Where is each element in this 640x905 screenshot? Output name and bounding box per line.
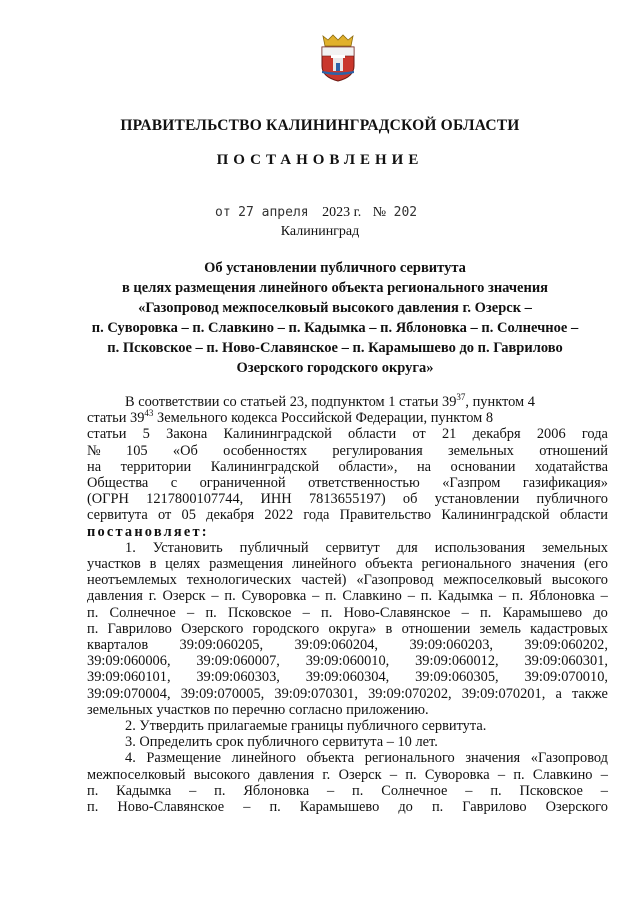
- word: г.: [148, 588, 157, 605]
- word: статьи: [87, 426, 127, 443]
- word: технологических: [186, 572, 292, 589]
- word: сервитута: [87, 507, 148, 524]
- word: с: [170, 475, 178, 492]
- word: 39:09:060202,: [524, 637, 608, 654]
- word: 39:09:060203,: [409, 637, 493, 654]
- word: а: [555, 685, 562, 702]
- word: публичный: [239, 539, 309, 556]
- item-2: 2. Утвердить прилагаемые границы публичного сервитута.: [125, 718, 487, 735]
- word: высокого: [193, 766, 250, 783]
- word: 39:09:070004,: [87, 685, 171, 702]
- word: 39:09:060010,: [305, 653, 390, 670]
- word: земельных: [448, 442, 514, 459]
- item-1-line: [87, 540, 608, 556]
- word: 7813655197): [308, 491, 386, 508]
- preamble-line: статьи $39^{43}$ Земельного кодекса Российской Федерации, пунктом 8: [87, 408, 494, 427]
- word: 39:09:070202,: [368, 685, 452, 702]
- word: 39:09:070201,: [461, 685, 546, 702]
- resolution-word: постановляет:: [87, 523, 209, 540]
- word: давления: [258, 766, 315, 783]
- word: 39:09:070010,: [524, 669, 608, 686]
- preamble-line: [87, 443, 608, 459]
- word: городского: [252, 620, 320, 637]
- word: –: [312, 588, 320, 605]
- word: установлении: [434, 491, 520, 508]
- coat-of-arms-icon: [318, 30, 358, 82]
- document-body: [87, 394, 608, 815]
- word: Калининградской: [223, 426, 332, 443]
- word: межпоселковый: [87, 766, 186, 783]
- word: Калининградской: [210, 458, 320, 475]
- word: 39:09:060006,: [87, 653, 171, 670]
- word: 1.: [125, 539, 136, 556]
- word: использования: [434, 539, 526, 556]
- word: –: [600, 588, 608, 605]
- word: неотъемлемых: [87, 572, 177, 589]
- preamble-line: В соответствии со статьей 23, подпунктом 1 статьи $39^{37}$, пунктом 4: [125, 392, 535, 410]
- word: от: [412, 426, 426, 443]
- word: п.: [420, 588, 433, 605]
- word: Гаврилово: [107, 620, 172, 637]
- word: –: [498, 588, 507, 605]
- word: частей): [301, 572, 347, 589]
- word: 39:09:060303,: [196, 669, 280, 686]
- item-1-line: [87, 686, 608, 702]
- word: (ОГРН: [87, 491, 129, 508]
- word: публичного: [536, 491, 608, 508]
- word: п.: [511, 588, 524, 605]
- word: 5: [142, 426, 150, 443]
- preamble-line: [87, 491, 608, 507]
- document-number: 202: [393, 205, 418, 220]
- item-1-line: [87, 637, 608, 653]
- item-1-line: [87, 588, 608, 604]
- word: –: [187, 604, 195, 621]
- word: Озерского: [545, 799, 608, 816]
- item-4-line: [87, 783, 608, 799]
- word: Славкино: [532, 766, 593, 783]
- word: Славкино: [342, 588, 402, 605]
- word: регионального: [421, 556, 512, 573]
- word: земель: [479, 620, 521, 637]
- word: –: [497, 766, 506, 783]
- word: значения: [465, 750, 521, 767]
- word: п.: [87, 799, 99, 816]
- word: регионального: [364, 750, 455, 767]
- word: «Газопровод: [530, 750, 608, 767]
- word: Яблоновка: [243, 782, 310, 799]
- item-1-line: [87, 653, 608, 669]
- word: 39:09:060301,: [524, 653, 608, 670]
- word: до: [593, 604, 608, 621]
- title-line: п. Псковское – п. Ново-Славянское – п. Карамышево до п. Гаврилово: [107, 340, 563, 356]
- word: 05: [181, 507, 196, 524]
- word: п.: [269, 799, 281, 816]
- word: –: [600, 766, 608, 783]
- title-line: Озерского городского округа»: [236, 360, 434, 376]
- word: п.: [214, 782, 226, 799]
- item-3: 3. Определить срок публичного сервитута – 10 лет.: [125, 734, 438, 751]
- word: целях: [165, 556, 201, 573]
- word: «Газопровод: [356, 572, 434, 589]
- word: Карамышево: [502, 604, 583, 621]
- word: 39:09:070301,: [274, 685, 358, 702]
- word: 39:09:060304,: [305, 669, 390, 686]
- word: от: [158, 507, 172, 524]
- word: в: [385, 620, 393, 637]
- word: Озерского: [181, 620, 244, 637]
- word: Кадымка: [437, 588, 493, 605]
- word: –: [461, 604, 469, 621]
- word: до: [398, 799, 413, 816]
- word: об: [402, 491, 418, 508]
- preamble-line: [87, 507, 608, 523]
- document-title: [60, 258, 610, 378]
- word: для: [396, 539, 418, 556]
- word: значения: [520, 556, 576, 573]
- word: года: [303, 507, 330, 524]
- word: территории: [120, 458, 192, 475]
- word: Ново-Славянское: [343, 604, 451, 621]
- word: –: [326, 782, 335, 799]
- word: объекта: [306, 750, 355, 767]
- word: объекта: [365, 556, 413, 573]
- city-name: Калининград: [280, 224, 360, 239]
- date-prefix: от: [215, 205, 231, 220]
- word: межпоселковый: [443, 572, 542, 589]
- word: области: [348, 426, 397, 443]
- word: отношений: [539, 442, 608, 459]
- word: в: [149, 556, 157, 573]
- word: Ново-Славянское: [117, 799, 225, 816]
- word: Яблоновка: [529, 588, 595, 605]
- word: газификация»: [522, 475, 608, 492]
- word: п.: [205, 604, 217, 621]
- word: основании: [450, 458, 516, 475]
- word: линейного: [231, 750, 296, 767]
- item-1-line: земельных участков по перечню согласно приложению.: [87, 701, 429, 718]
- word: –: [243, 799, 251, 816]
- word: п.: [490, 782, 502, 799]
- word: земельных: [542, 539, 608, 556]
- word: Псковское: [519, 782, 583, 799]
- title-line: п. Суворовка – п. Славкино – п. Кадымка – п. Яблоновка – п. Солнечное –: [91, 320, 579, 336]
- item-1-line: [87, 556, 608, 572]
- word: –: [465, 782, 473, 799]
- word: п.: [513, 766, 525, 783]
- title-line: «Газопровод межпоселковый высокого давления г. Озерск –: [138, 300, 532, 316]
- word: Размещение: [146, 750, 222, 767]
- word: Солнечное: [381, 782, 448, 799]
- word: отношении: [401, 620, 471, 637]
- preamble-line: [87, 459, 608, 475]
- word: 4.: [125, 750, 136, 767]
- word: 39:09:070005,: [180, 685, 265, 702]
- word: линейного: [291, 556, 357, 573]
- word: Закона: [166, 426, 208, 443]
- word: ограниченной: [199, 475, 286, 492]
- word: г.: [322, 766, 331, 783]
- number-sign: №: [372, 205, 387, 220]
- word: п.: [224, 588, 236, 605]
- word: Карамышево: [299, 799, 380, 816]
- word: ответственностью: [308, 475, 420, 492]
- word: –: [600, 782, 608, 799]
- word: давления: [87, 588, 143, 605]
- word: ходатайства: [534, 458, 608, 475]
- word: округа»: [328, 620, 377, 637]
- date-day-month: 27 апреля: [238, 205, 309, 220]
- word: п.: [87, 620, 99, 637]
- item-1-line: [87, 621, 608, 637]
- word: п.: [480, 604, 492, 621]
- word: области»,: [338, 458, 398, 475]
- preamble-line: [87, 475, 608, 491]
- word: особенностях: [223, 442, 308, 459]
- item-1-line: [87, 669, 608, 685]
- government-name: ПРАВИТЕЛЬСТВО КАЛИНИНГРАДСКОЙ ОБЛАСТИ: [120, 117, 520, 134]
- word: кварталов: [87, 637, 149, 654]
- word: п.: [87, 782, 99, 799]
- word: 39:09:060305,: [415, 669, 499, 686]
- superscript: 37: [456, 392, 466, 403]
- item-4-line: [87, 767, 608, 783]
- word: высокого: [551, 572, 608, 589]
- word: Солнечное: [109, 604, 176, 621]
- word: Озерск: [338, 766, 382, 783]
- word: Правительство: [339, 507, 432, 524]
- word: п.: [87, 604, 99, 621]
- word: ИНН: [260, 491, 292, 508]
- word: Калининградской: [441, 507, 550, 524]
- word: п.: [325, 588, 337, 605]
- word: на: [87, 458, 102, 475]
- preamble-line: [87, 426, 608, 442]
- word: Суворовка: [424, 766, 490, 783]
- item-1-line: [87, 605, 608, 621]
- word: 39:09:060101,: [87, 669, 171, 686]
- word: размещения: [209, 556, 284, 573]
- title-line: Об установлении публичного сервитута: [204, 260, 466, 276]
- item-4-line: [87, 750, 608, 766]
- word: п.: [321, 604, 333, 621]
- word: №: [87, 442, 101, 459]
- word: кадастровых: [530, 620, 608, 637]
- word: «Об: [172, 442, 198, 459]
- word: Озерск: [162, 588, 206, 605]
- word: «Газпром: [442, 475, 501, 492]
- word: 39:09:060205,: [179, 637, 264, 654]
- word: декабря: [206, 507, 255, 524]
- word: 105: [126, 442, 148, 459]
- item-4-line: [87, 799, 608, 815]
- word: декабря: [472, 426, 521, 443]
- word: п.: [431, 799, 444, 816]
- word: сервитут: [325, 539, 380, 556]
- date-line: [215, 205, 417, 221]
- word: –: [211, 588, 219, 605]
- word: Псковское: [227, 604, 292, 621]
- word: Кадымка: [116, 782, 172, 799]
- word: Суворовка: [241, 588, 307, 605]
- word: 2006: [536, 426, 566, 443]
- word: Гаврилово: [462, 799, 527, 816]
- date-year: 2023 г.: [322, 205, 362, 220]
- word: п.: [405, 766, 417, 783]
- word: также: [571, 685, 608, 702]
- word: участков: [87, 556, 141, 573]
- word: 39:09:060204,: [294, 637, 379, 654]
- word: на: [416, 458, 432, 475]
- superscript: 43: [144, 408, 154, 419]
- word: регулирования: [332, 442, 423, 459]
- word: –: [189, 782, 197, 799]
- item-1-line: [87, 572, 608, 588]
- word: года: [581, 426, 608, 443]
- word: 1217800107744,: [146, 491, 244, 508]
- word: –: [389, 766, 398, 783]
- word: Общества: [87, 475, 149, 492]
- word: –: [302, 604, 310, 621]
- word: области: [559, 507, 608, 524]
- word: п.: [352, 782, 364, 799]
- word: 39:09:060007,: [196, 653, 280, 670]
- word: –: [407, 588, 415, 605]
- word: 21: [441, 426, 457, 443]
- word: 39:09:060012,: [415, 653, 499, 670]
- word: Установить: [152, 539, 223, 556]
- word: 2022: [264, 507, 294, 524]
- document-type: ПОСТАНОВЛЕНИЕ: [216, 152, 424, 168]
- word: (его: [583, 556, 608, 573]
- title-line: в целях размещения линейного объекта регионального значения: [121, 280, 549, 296]
